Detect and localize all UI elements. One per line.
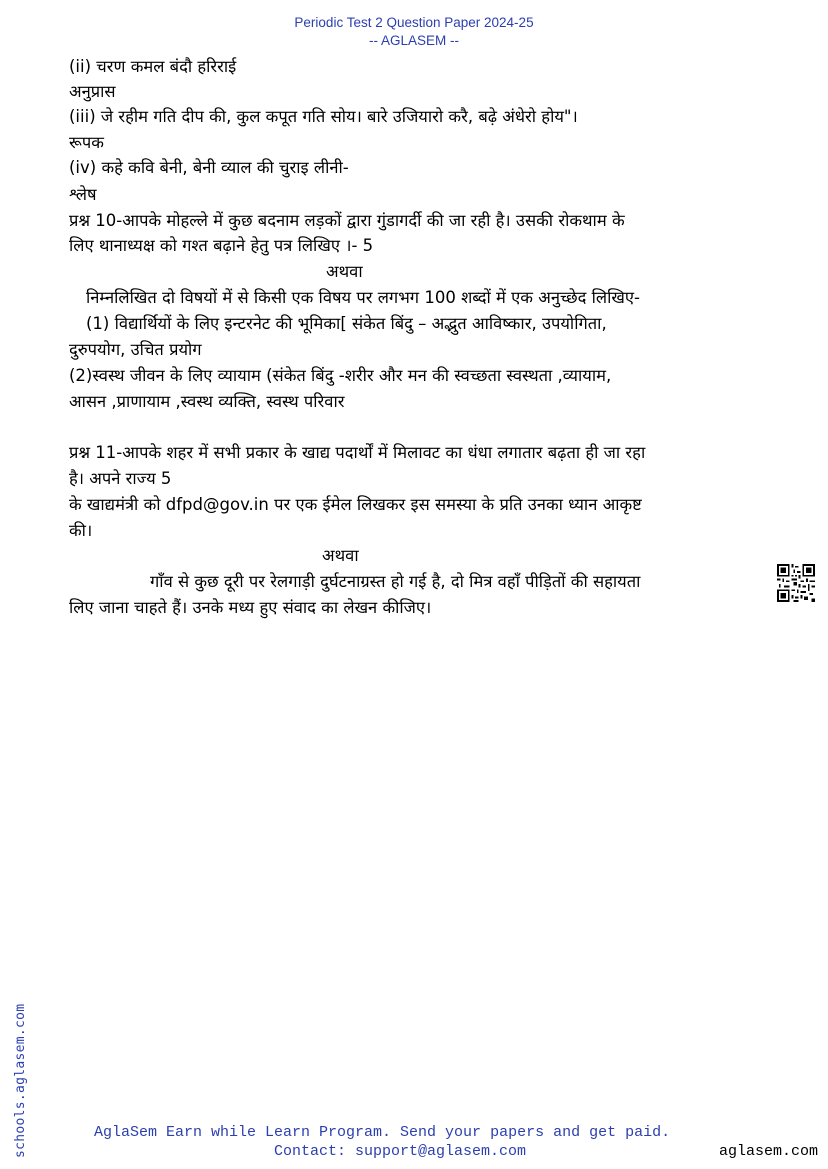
question-10-line-1: प्रश्न 10-आपके मोहल्ले में कुछ बदनाम लड़कों द्वारा गुंडागर्दी की जा रही है। उसकी रोकथाम के	[69, 211, 625, 230]
topic-2-line-2: आसन ,प्राणायाम ,स्वस्थ व्यक्ति, स्वस्थ परिवार	[69, 392, 345, 411]
dialog-question-line-1: गाँव से कुछ दूरी पर रेलगाड़ी दुर्घटनाग्रस्त हो गई है, दो मित्र वहाँ पीड़ितों की सहायता	[150, 572, 641, 591]
poem-line-iii: (iii) जे रहीम गति दीप की, कुल कपूत गति सोय। बारे उजियारो करै, बढ़े अंधेरो होय"।	[69, 107, 578, 126]
poem-line-ii: (ii) चरण कमल बंदौ हरिराई	[69, 57, 237, 76]
paragraph-instruction: निम्नलिखित दो विषयों में से किसी एक विषय पर लगभग 100 शब्दों में एक अनुच्छेद लिखिए-	[86, 288, 640, 307]
question-11-line-2: है। अपने राज्य 5	[69, 469, 172, 488]
question-11-line-4: की।	[69, 521, 93, 540]
answer-rupak: रूपक	[69, 133, 104, 152]
footer-site-link[interactable]: aglasem.com	[718, 1143, 818, 1160]
page-header-title: Periodic Test 2 Question Paper 2024-25	[294, 15, 534, 30]
dialog-question-line-2: लिए जाना चाहते हैं। उनके मध्य हुए संवाद का लेखन कीजिए।	[69, 598, 432, 617]
answer-anupras: अनुप्रास	[69, 82, 116, 101]
page-header-subtitle: -- AGLASEM --	[368, 33, 459, 48]
topic-1-line-2: दुरुपयोग, उचित प्रयोग	[69, 340, 202, 359]
qr-code-icon[interactable]	[777, 564, 815, 602]
question-11-line-1: प्रश्न 11-आपके शहर में सभी प्रकार के खाद्य पदार्थों में मिलावट का धंधा लगातार बढ़ता ही जा रहा	[69, 443, 646, 462]
side-watermark-url[interactable]: schools.aglasem.com	[13, 1003, 28, 1158]
question-11-line-3: के खाद्यमंत्री को dfpd@gov.in पर एक ईमेल लिखकर इस समस्या के प्रति उनका ध्यान आकृष्ट	[69, 495, 642, 514]
or-divider-2: अथवा	[322, 546, 359, 565]
topic-1-line-1: (1) विद्यार्थियों के लिए इन्टरनेट की भूमिका[ संकेत बिंदु – अद्भुत आविष्कार, उपयोगिता,	[86, 314, 607, 333]
answer-shlesh: श्लेष	[69, 185, 97, 204]
or-divider-1: अथवा	[326, 262, 363, 281]
footer-contact[interactable]: Contact: support@aglasem.com	[274, 1143, 527, 1160]
footer-promo: AglaSem Earn while Learn Program. Send your papers and get paid.	[94, 1124, 671, 1141]
topic-2-line-1: (2)स्वस्थ जीवन के लिए व्यायाम (संकेत बिंदु -शरीर और मन की स्वच्छता स्वस्थता ,व्यायाम,	[69, 366, 612, 385]
poem-line-iv: (iv) कहे कवि बेनी, बेनी व्याल की चुराइ लीनी-	[69, 158, 349, 177]
question-10-line-2: लिए थानाध्यक्ष को गश्त बढ़ाने हेतु पत्र लिखिए ।- 5	[69, 236, 374, 255]
